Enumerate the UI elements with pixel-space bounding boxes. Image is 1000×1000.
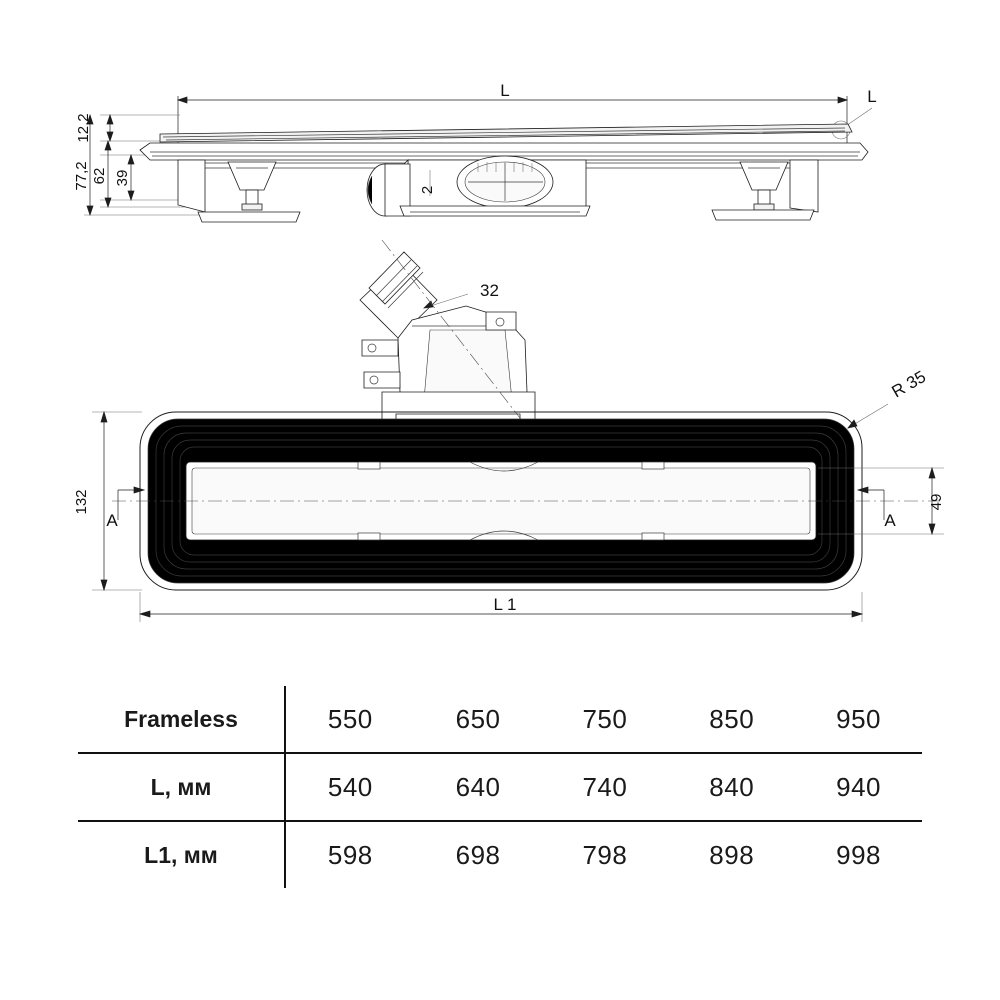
plan-view-group [92,404,944,622]
cell-l1-5: 998 [836,839,882,870]
cell-frameless-1: 550 [285,686,415,753]
cell-l-1: 540 [285,753,415,821]
label-L-right: L [867,87,877,106]
left-adjustable-foot [198,162,300,222]
cell-l1-1: 598 [327,839,373,870]
row-header-frameless: Frameless [78,686,285,753]
dimension-table [78,686,922,888]
label-2: 2 [419,185,436,195]
cell-frameless-3: 750 [541,686,668,753]
label-77-2: 77,2 [73,161,90,191]
dim-R35-leader [848,404,888,428]
cell-frameless-4: 850 [668,686,795,753]
cell-l1-3: 798 [582,839,628,870]
label-L-top: L [500,81,510,100]
table-row [78,686,922,753]
label-section-A-left: A [106,511,118,530]
table-row [78,821,922,888]
label-132: 132 [73,489,90,515]
label-L1: L 1 [493,595,517,614]
label-R35: R 35 [888,367,930,402]
row-header-l1: L1, мм [78,821,285,888]
cell-l-2: 640 [415,753,542,821]
label-62: 62 [91,167,108,185]
dim-L-right-leader [832,108,872,139]
row-header-l: L, мм [78,753,285,821]
label-49: 49 [928,493,945,511]
cell-l1-4: 898 [709,839,755,870]
cell-l-3: 740 [541,753,668,821]
label-12-2: 12,2 [75,113,92,143]
dim-L-top [178,96,847,150]
cell-frameless-5: 950 [795,686,922,753]
table-row [78,753,922,821]
grate-plate [140,124,868,160]
cell-l1-2: 698 [455,839,501,870]
label-section-A-right: A [884,511,896,530]
central-outlet-housing [367,156,590,216]
label-39: 39 [114,169,131,187]
section-view-group [84,96,872,222]
cell-l-5: 940 [795,753,922,821]
cell-l-4: 840 [668,753,795,821]
cell-frameless-2: 650 [415,686,542,753]
label-32: 32 [480,281,499,300]
